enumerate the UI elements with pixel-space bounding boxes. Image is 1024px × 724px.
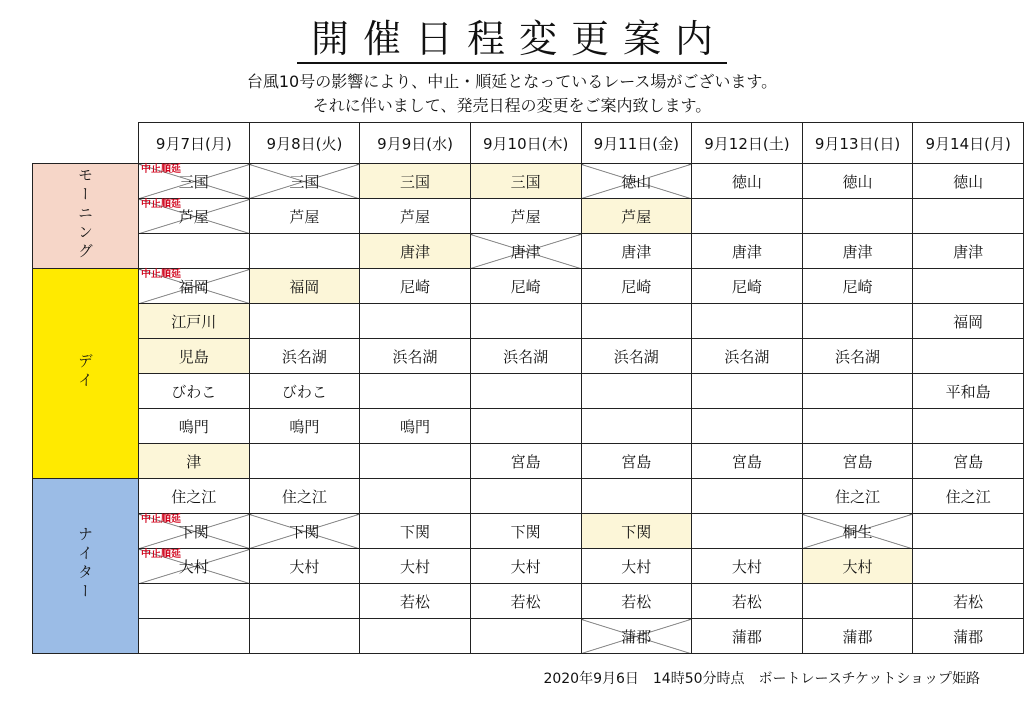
- venue-name: 芦屋: [178, 207, 209, 226]
- venue-cell: [692, 409, 803, 444]
- venue-name: 三国: [510, 172, 541, 191]
- venue-name: 三国: [178, 172, 209, 191]
- venue-name: 芦屋: [510, 207, 541, 226]
- venue-cell: [249, 549, 360, 584]
- venue-cell: [249, 164, 360, 199]
- page-title: [0, 16, 1024, 62]
- venue-cell: [139, 374, 250, 409]
- venue-cell: [913, 374, 1024, 409]
- venue-name: 住之江: [945, 487, 991, 506]
- session-label: [33, 269, 139, 479]
- venue-cell: [692, 339, 803, 374]
- venue-name: 鳴門: [400, 417, 431, 436]
- venue-name: びわこ: [171, 382, 217, 401]
- venue-name: 大村: [842, 557, 873, 576]
- venue-cell: [249, 234, 360, 269]
- schedule-row: [33, 374, 1024, 409]
- venue-name: 尼崎: [510, 277, 541, 296]
- venue-cell: [470, 409, 581, 444]
- date-header-row: [33, 123, 1024, 164]
- venue-cell: [913, 339, 1024, 374]
- venue-cell: [802, 479, 913, 514]
- venue-cell: [581, 164, 692, 199]
- venue-cell: [802, 269, 913, 304]
- venue-cell: [913, 164, 1024, 199]
- venue-cell: [249, 339, 360, 374]
- venue-cell: [581, 199, 692, 234]
- venue-cell: [470, 164, 581, 199]
- venue-cell: [360, 339, 471, 374]
- venue-cell: [581, 409, 692, 444]
- venue-name: 三国: [400, 172, 431, 191]
- footer-note: 2020年9月6日 14時50分時点 ボートレースチケットショップ姫路: [543, 671, 980, 687]
- venue-name: 芦屋: [289, 207, 320, 226]
- venue-name: 芦屋: [621, 207, 652, 226]
- venue-name: 福岡: [178, 277, 209, 296]
- venue-name: 尼崎: [400, 277, 431, 296]
- venue-name: 大村: [621, 557, 652, 576]
- venue-cell: [802, 444, 913, 479]
- venue-name: 住之江: [281, 487, 327, 506]
- venue-name: 徳山: [731, 172, 762, 191]
- venue-cell: [692, 514, 803, 549]
- venue-cell: [802, 199, 913, 234]
- venue-cell: [802, 549, 913, 584]
- venue-cell: [913, 199, 1024, 234]
- venue-name: 大村: [178, 557, 209, 576]
- venue-cell: [581, 584, 692, 619]
- venue-cell: [139, 409, 250, 444]
- venue-cell: [581, 444, 692, 479]
- venue-cell: [913, 444, 1024, 479]
- venue-cell: [139, 549, 250, 584]
- venue-cell: [139, 269, 250, 304]
- venue-name: 宮島: [842, 452, 873, 471]
- venue-cell: [802, 619, 913, 654]
- venue-cell: [470, 619, 581, 654]
- venue-cell: [360, 269, 471, 304]
- venue-cell: [692, 374, 803, 409]
- venue-cell: [139, 584, 250, 619]
- venue-cell: [581, 234, 692, 269]
- venue-cell: [139, 234, 250, 269]
- venue-name: 浜名湖: [281, 347, 327, 366]
- venue-name: 若松: [510, 592, 541, 611]
- venue-cell: [913, 514, 1024, 549]
- cancel-tag: 中止順延: [141, 269, 181, 280]
- cancel-tag: 中止順延: [141, 514, 181, 525]
- session-label-text: モーニング: [76, 166, 94, 262]
- venue-cell: [360, 409, 471, 444]
- venue-name: 尼崎: [731, 277, 762, 296]
- venue-cell: [692, 304, 803, 339]
- session-label: [33, 479, 139, 654]
- venue-cell: [470, 479, 581, 514]
- venue-cell: [249, 409, 360, 444]
- venue-cell: [692, 619, 803, 654]
- venue-cell: [249, 479, 360, 514]
- venue-cell: [249, 269, 360, 304]
- venue-cell: [802, 514, 913, 549]
- venue-cell: [360, 584, 471, 619]
- venue-name: びわこ: [281, 382, 327, 401]
- venue-cell: [249, 514, 360, 549]
- venue-name: 住之江: [835, 487, 881, 506]
- venue-cell: [692, 584, 803, 619]
- venue-name: 大村: [510, 557, 541, 576]
- venue-name: 大村: [289, 557, 320, 576]
- venue-cell: [249, 199, 360, 234]
- venue-name: 鳴門: [289, 417, 320, 436]
- venue-name: 唐津: [400, 242, 431, 261]
- venue-cell: [913, 549, 1024, 584]
- venue-name: 蒲郡: [953, 627, 984, 646]
- venue-name: 下関: [289, 522, 320, 541]
- venue-cell: [360, 304, 471, 339]
- schedule-row: [33, 584, 1024, 619]
- venue-cell: [802, 584, 913, 619]
- venue-cell: [581, 339, 692, 374]
- schedule-row: [33, 444, 1024, 479]
- venue-name: 若松: [953, 592, 984, 611]
- venue-name: 浜名湖: [392, 347, 438, 366]
- venue-cell: [249, 444, 360, 479]
- venue-name: 浜名湖: [835, 347, 881, 366]
- venue-name: 下関: [178, 522, 209, 541]
- venue-cell: [581, 374, 692, 409]
- venue-name: 鳴門: [178, 417, 209, 436]
- venue-cell: [581, 514, 692, 549]
- venue-cell: [249, 304, 360, 339]
- venue-cell: [692, 444, 803, 479]
- venue-name: 下関: [400, 522, 431, 541]
- venue-cell: [802, 409, 913, 444]
- venue-name: 唐津: [953, 242, 984, 261]
- venue-cell: [139, 339, 250, 374]
- venue-cell: [470, 514, 581, 549]
- session-label-text: デイ: [76, 352, 94, 391]
- venue-cell: [470, 584, 581, 619]
- venue-cell: [470, 549, 581, 584]
- venue-name: 宮島: [731, 452, 762, 471]
- venue-cell: [913, 234, 1024, 269]
- venue-cell: [802, 164, 913, 199]
- venue-cell: [360, 479, 471, 514]
- venue-name: 大村: [400, 557, 431, 576]
- venue-cell: [360, 514, 471, 549]
- venue-cell: [139, 304, 250, 339]
- venue-name: 唐津: [842, 242, 873, 261]
- cancel-tag: 中止順延: [141, 164, 181, 175]
- venue-cell: [470, 269, 581, 304]
- venue-name: 浜名湖: [724, 347, 770, 366]
- venue-cell: [802, 234, 913, 269]
- schedule-row: [33, 199, 1024, 234]
- schedule-row: [33, 234, 1024, 269]
- venue-name: 下関: [510, 522, 541, 541]
- venue-cell: [249, 374, 360, 409]
- date-header: 9月9日(水): [360, 123, 471, 164]
- venue-name: 浜名湖: [613, 347, 659, 366]
- venue-name: 浜名湖: [503, 347, 549, 366]
- venue-cell: [913, 269, 1024, 304]
- venue-name: 徳山: [621, 172, 652, 191]
- venue-name: 津: [186, 452, 202, 471]
- venue-cell: [581, 479, 692, 514]
- venue-name: 尼崎: [842, 277, 873, 296]
- venue-name: 桐生: [842, 522, 873, 541]
- session-label: [33, 164, 139, 269]
- venue-cell: [692, 234, 803, 269]
- date-header: 9月10日(木): [470, 123, 581, 164]
- page-title-text: 開催日程変更案内: [297, 17, 727, 64]
- schedule-row: [33, 304, 1024, 339]
- venue-cell: [692, 199, 803, 234]
- venue-name: 三国: [289, 172, 320, 191]
- venue-cell: [249, 619, 360, 654]
- venue-name: 若松: [621, 592, 652, 611]
- venue-name: 住之江: [171, 487, 217, 506]
- venue-cell: [581, 269, 692, 304]
- venue-cell: [913, 304, 1024, 339]
- schedule-row: [33, 409, 1024, 444]
- venue-cell: [802, 304, 913, 339]
- venue-cell: [802, 374, 913, 409]
- date-header: 9月14日(月): [913, 123, 1024, 164]
- venue-cell: [139, 619, 250, 654]
- venue-name: 唐津: [731, 242, 762, 261]
- date-header: 9月7日(月): [139, 123, 250, 164]
- venue-name: 福岡: [953, 312, 984, 331]
- session-label-text: ナイター: [76, 526, 94, 602]
- venue-name: 蒲郡: [842, 627, 873, 646]
- venue-name: 福岡: [289, 277, 320, 296]
- venue-cell: [913, 409, 1024, 444]
- venue-cell: [360, 619, 471, 654]
- venue-name: 宮島: [953, 452, 984, 471]
- schedule-table: [32, 122, 1024, 654]
- date-header: 9月13日(日): [802, 123, 913, 164]
- venue-cell: [360, 234, 471, 269]
- venue-name: 大村: [731, 557, 762, 576]
- schedule-row: [33, 549, 1024, 584]
- cancel-tag: 中止順延: [141, 199, 181, 210]
- venue-cell: [139, 444, 250, 479]
- date-header: 9月12日(土): [692, 123, 803, 164]
- header-corner: [33, 123, 139, 164]
- venue-cell: [692, 479, 803, 514]
- venue-name: 唐津: [621, 242, 652, 261]
- venue-cell: [470, 339, 581, 374]
- venue-name: 尼崎: [621, 277, 652, 296]
- cancel-tag: 中止順延: [141, 549, 181, 560]
- venue-cell: [581, 549, 692, 584]
- venue-cell: [249, 584, 360, 619]
- venue-cell: [692, 164, 803, 199]
- venue-cell: [360, 444, 471, 479]
- venue-cell: [470, 374, 581, 409]
- venue-name: 平和島: [945, 382, 991, 401]
- venue-cell: [360, 199, 471, 234]
- venue-cell: [470, 199, 581, 234]
- venue-cell: [139, 479, 250, 514]
- venue-name: 児島: [178, 347, 209, 366]
- venue-name: 若松: [731, 592, 762, 611]
- venue-cell: [360, 164, 471, 199]
- venue-name: 徳山: [842, 172, 873, 191]
- venue-cell: [360, 374, 471, 409]
- venue-cell: [913, 479, 1024, 514]
- subtitle-line-2: それに伴いまして、発売日程の変更をご案内致します。: [312, 96, 712, 115]
- venue-name: 下関: [621, 522, 652, 541]
- venue-cell: [470, 304, 581, 339]
- venue-cell: [470, 234, 581, 269]
- venue-cell: [581, 304, 692, 339]
- date-header: 9月11日(金): [581, 123, 692, 164]
- venue-name: 江戸川: [171, 312, 217, 331]
- venue-name: 唐津: [510, 242, 541, 261]
- venue-name: 芦屋: [400, 207, 431, 226]
- venue-name: 宮島: [510, 452, 541, 471]
- venue-cell: [139, 514, 250, 549]
- schedule-row: [33, 479, 1024, 514]
- schedule-row: [33, 269, 1024, 304]
- venue-name: 若松: [400, 592, 431, 611]
- venue-name: 宮島: [621, 452, 652, 471]
- schedule-body: [33, 164, 1024, 654]
- schedule-row: [33, 164, 1024, 199]
- venue-name: 徳山: [953, 172, 984, 191]
- venue-cell: [470, 444, 581, 479]
- venue-cell: [802, 339, 913, 374]
- venue-cell: [139, 164, 250, 199]
- schedule-row: [33, 339, 1024, 374]
- venue-cell: [913, 619, 1024, 654]
- venue-cell: [581, 619, 692, 654]
- venue-cell: [692, 269, 803, 304]
- subtitle-line-1: 台風10号の影響により、中止・順延となっているレース場がございます。: [246, 72, 778, 91]
- venue-cell: [360, 549, 471, 584]
- venue-name: 蒲郡: [731, 627, 762, 646]
- venue-cell: [692, 549, 803, 584]
- schedule-row: [33, 514, 1024, 549]
- venue-cell: [913, 584, 1024, 619]
- venue-name: 蒲郡: [621, 627, 652, 646]
- venue-cell: [139, 199, 250, 234]
- schedule-row: [33, 619, 1024, 654]
- date-header: 9月8日(火): [249, 123, 360, 164]
